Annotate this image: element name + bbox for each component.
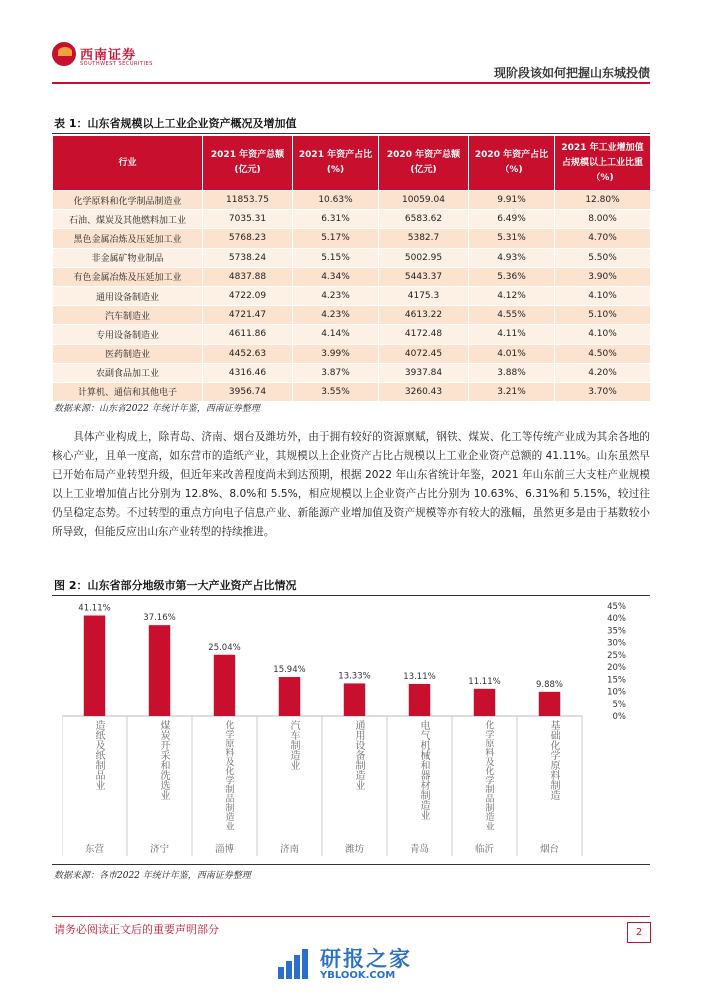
bar xyxy=(214,655,235,716)
chart-svg xyxy=(62,600,626,858)
city-label: 济宁 xyxy=(149,844,170,855)
y-tick-label: 40% xyxy=(607,614,626,625)
table-header-cell: 2020 年资产总额 (亿元) xyxy=(379,136,469,191)
table-header-cell: 2021 年资产总额 (亿元) xyxy=(203,136,293,191)
bar-value-label: 13.33% xyxy=(338,671,371,682)
bar xyxy=(344,683,365,716)
y-tick-label: 5% xyxy=(612,699,626,710)
value-cell: 8.00% xyxy=(555,210,651,229)
footer-rule xyxy=(52,916,650,917)
bar xyxy=(539,692,560,716)
value-cell: 6583.62 xyxy=(379,210,469,229)
value-cell: 3260.43 xyxy=(379,382,469,401)
figure-caption: 图 2：山东省部分地级市第一大产业资产占比情况 xyxy=(54,579,297,592)
bar xyxy=(409,684,430,716)
value-cell: 5.15% xyxy=(293,248,379,267)
value-cell: 4.34% xyxy=(293,267,379,286)
value-cell: 4611.86 xyxy=(203,325,293,344)
value-cell: 12.80% xyxy=(555,191,651,210)
industry-name-cell: 计算机、通信和其他电子 xyxy=(53,382,203,401)
watermark-title: 研报之家 xyxy=(320,947,412,971)
industry-name-cell: 化学原料和化学制品制造业 xyxy=(53,191,203,210)
value-cell: 5768.23 xyxy=(203,229,293,248)
bar-value-label: 41.11% xyxy=(78,603,111,614)
industry-name-cell: 专用设备制造业 xyxy=(53,325,203,344)
industry-label: 通用设备制造业 xyxy=(353,720,364,790)
table-header-row xyxy=(53,136,651,191)
value-cell: 10.63% xyxy=(293,191,379,210)
figure-caption-rule xyxy=(52,595,650,596)
industry-label: 汽车制造业 xyxy=(288,720,299,770)
table-row xyxy=(53,286,651,305)
table-row xyxy=(53,210,651,229)
city-label: 青岛 xyxy=(409,844,430,855)
table-row xyxy=(53,363,651,382)
bar-value-label: 11.11% xyxy=(468,676,501,687)
caption-rule xyxy=(52,133,650,134)
table-row xyxy=(53,382,651,401)
value-cell: 4172.48 xyxy=(379,325,469,344)
y-tick-label: 45% xyxy=(607,602,626,612)
industry-label: 化学原料及化学制品制造业 xyxy=(223,720,234,831)
table-caption: 表 1：山东省规模以上工业企业资产概况及增加值 xyxy=(54,117,297,130)
value-cell: 5.50% xyxy=(555,248,651,267)
value-cell: 3.87% xyxy=(293,363,379,382)
value-cell: 3.88% xyxy=(469,363,555,382)
value-cell: 4316.46 xyxy=(203,363,293,382)
y-tick-label: 35% xyxy=(607,626,626,637)
header-rule xyxy=(52,82,650,84)
city-label: 潍坊 xyxy=(344,844,365,855)
table-header-cell: 2021 年资产占比 (%) xyxy=(293,136,379,191)
value-cell: 3.99% xyxy=(293,344,379,363)
bar-value-label: 25.04% xyxy=(208,642,241,653)
bar xyxy=(279,677,300,716)
industry-label: 化学原料及化学制品制造业 xyxy=(483,720,494,831)
logo-text: 西南证券 xyxy=(80,48,137,63)
industry-label: 造纸及纸制品业 xyxy=(93,720,104,790)
value-cell: 4.01% xyxy=(469,344,555,363)
industry-label: 电气机械和器材制造业 xyxy=(418,720,429,820)
value-cell: 4.14% xyxy=(293,325,379,344)
city-label: 临沂 xyxy=(474,844,495,855)
value-cell: 4.20% xyxy=(555,363,651,382)
industry-name-cell: 农副食品加工业 xyxy=(53,363,203,382)
industry-name-cell: 石油、煤炭及其他燃料加工业 xyxy=(53,210,203,229)
body-paragraph: 具体产业构成上，除青岛、济南、烟台及潍坊外，由于拥有较好的资源禀赋，钢铁、煤炭、化工等传统产业成为其余各地的核心产业，且单一度高，如东营市的造纸产业，其规模以上企业资产占比占规模以上工业企业资产总额的 41.11%。山东虽然早已开始布局产业转型升级，但近年来改善程度尚未到达预期，根据 2022 年山东省统计年鉴，2021 年山东前三大支柱产业规模以上工业增加值占比分别为 12.8%、8.0%和 5.5%，相应规模以上企业资产占比分别为 10.63%、6.31%和 5.15%，较过往仍呈稳定态势。不过转型的重点方向电子信息产业、新能源产业增加值及资产规模等亦有较大的涨幅，虽然更多是由于基数较小所导致，但能反应出山东产业转型的持续推进。 xyxy=(52,431,650,538)
industry-name-cell: 非金属矿物业制品 xyxy=(53,248,203,267)
value-cell: 5.31% xyxy=(469,229,555,248)
bar xyxy=(84,616,105,716)
value-cell: 4.23% xyxy=(293,306,379,325)
y-tick-label: 0% xyxy=(612,712,626,722)
bar-value-label: 37.16% xyxy=(143,613,176,624)
city-label: 东营 xyxy=(84,844,105,855)
value-cell: 4.55% xyxy=(469,306,555,325)
value-cell: 4.93% xyxy=(469,248,555,267)
document-title: 现阶段该如何把握山东城投债 xyxy=(493,66,650,80)
table-header-cell: 2021 年工业增加值 占规模以上工业比重 （%) xyxy=(555,136,651,191)
bar-value-label: 9.88% xyxy=(535,679,564,690)
value-cell: 4175.3 xyxy=(379,286,469,305)
value-cell: 3.70% xyxy=(555,382,651,401)
watermark-url: YBLOOK.COM xyxy=(320,970,396,981)
figure-source: 数据来源：各市2022 年统计年鉴，西南证券整理 xyxy=(54,871,251,881)
table-row xyxy=(53,344,651,363)
bar-value-label: 15.94% xyxy=(273,665,306,676)
value-cell: 7035.31 xyxy=(203,210,293,229)
table-row xyxy=(53,325,651,344)
table-row xyxy=(53,248,651,267)
table-header-cell: 2020 年资产占比 （%) xyxy=(469,136,555,191)
value-cell: 5.36% xyxy=(469,267,555,286)
table-source: 数据来源：山东省2022 年统计年鉴，西南证券整理 xyxy=(54,404,260,414)
value-cell: 11853.75 xyxy=(203,191,293,210)
value-cell: 4837.88 xyxy=(203,267,293,286)
bar-value-label: 13.11% xyxy=(403,671,436,682)
y-tick-label: 20% xyxy=(607,663,626,674)
value-cell: 5002.95 xyxy=(379,248,469,267)
value-cell: 4.70% xyxy=(555,229,651,248)
value-cell: 4.23% xyxy=(293,286,379,305)
page-number: 2 xyxy=(627,922,651,943)
table-body xyxy=(53,191,651,402)
value-cell: 5443.37 xyxy=(379,267,469,286)
value-cell: 4722.09 xyxy=(203,286,293,305)
table-row xyxy=(53,229,651,248)
table-header-cell: 行业 xyxy=(53,136,203,191)
value-cell: 10059.04 xyxy=(379,191,469,210)
value-cell: 6.31% xyxy=(293,210,379,229)
y-tick-label: 15% xyxy=(607,675,626,686)
value-cell: 4.12% xyxy=(469,286,555,305)
industry-asset-table xyxy=(52,135,651,402)
value-cell: 6.49% xyxy=(469,210,555,229)
industry-share-chart xyxy=(62,600,626,858)
value-cell: 4.50% xyxy=(555,344,651,363)
value-cell: 3937.84 xyxy=(379,363,469,382)
industry-label: 煤炭开采和洗选业 xyxy=(158,720,169,800)
city-label: 淄博 xyxy=(214,844,235,855)
industry-name-cell: 黑色金属冶炼及压延加工业 xyxy=(53,229,203,248)
industry-name-cell: 有色金属冶炼及压延加工业 xyxy=(53,267,203,286)
watermark-bar-icon xyxy=(276,947,310,981)
value-cell: 4.10% xyxy=(555,325,651,344)
value-cell: 4613.22 xyxy=(379,306,469,325)
value-cell: 4452.63 xyxy=(203,344,293,363)
industry-label: 基础化学原料制造 xyxy=(548,720,559,800)
value-cell: 9.91% xyxy=(469,191,555,210)
y-tick-label: 10% xyxy=(607,687,626,698)
value-cell: 3.90% xyxy=(555,267,651,286)
city-label: 烟台 xyxy=(539,844,560,855)
table-row xyxy=(53,191,651,210)
y-tick-label: 25% xyxy=(607,650,626,661)
value-cell: 4.10% xyxy=(555,286,651,305)
value-cell: 5.17% xyxy=(293,229,379,248)
value-cell: 5.10% xyxy=(555,306,651,325)
bar xyxy=(149,625,170,716)
value-cell: 3.21% xyxy=(469,382,555,401)
table-row xyxy=(53,267,651,286)
disclaimer-notice: 请务必阅读正文后的重要声明部分 xyxy=(54,923,219,936)
table-row xyxy=(53,306,651,325)
logo-icon xyxy=(52,42,76,66)
value-cell: 4721.47 xyxy=(203,306,293,325)
y-tick-label: 30% xyxy=(607,638,626,649)
bar xyxy=(474,689,495,716)
industry-name-cell: 医药制造业 xyxy=(53,344,203,363)
industry-name-cell: 通用设备制造业 xyxy=(53,286,203,305)
value-cell: 4.11% xyxy=(469,325,555,344)
value-cell: 4072.45 xyxy=(379,344,469,363)
value-cell: 5738.24 xyxy=(203,248,293,267)
value-cell: 3956.74 xyxy=(203,382,293,401)
city-label: 济南 xyxy=(279,844,300,855)
industry-name-cell: 汽车制造业 xyxy=(53,306,203,325)
figure-bottom-rule xyxy=(52,864,650,865)
value-cell: 5382.7 xyxy=(379,229,469,248)
value-cell: 3.55% xyxy=(293,382,379,401)
logo-subtext: SOUTHWEST SECURITIES xyxy=(80,61,153,67)
